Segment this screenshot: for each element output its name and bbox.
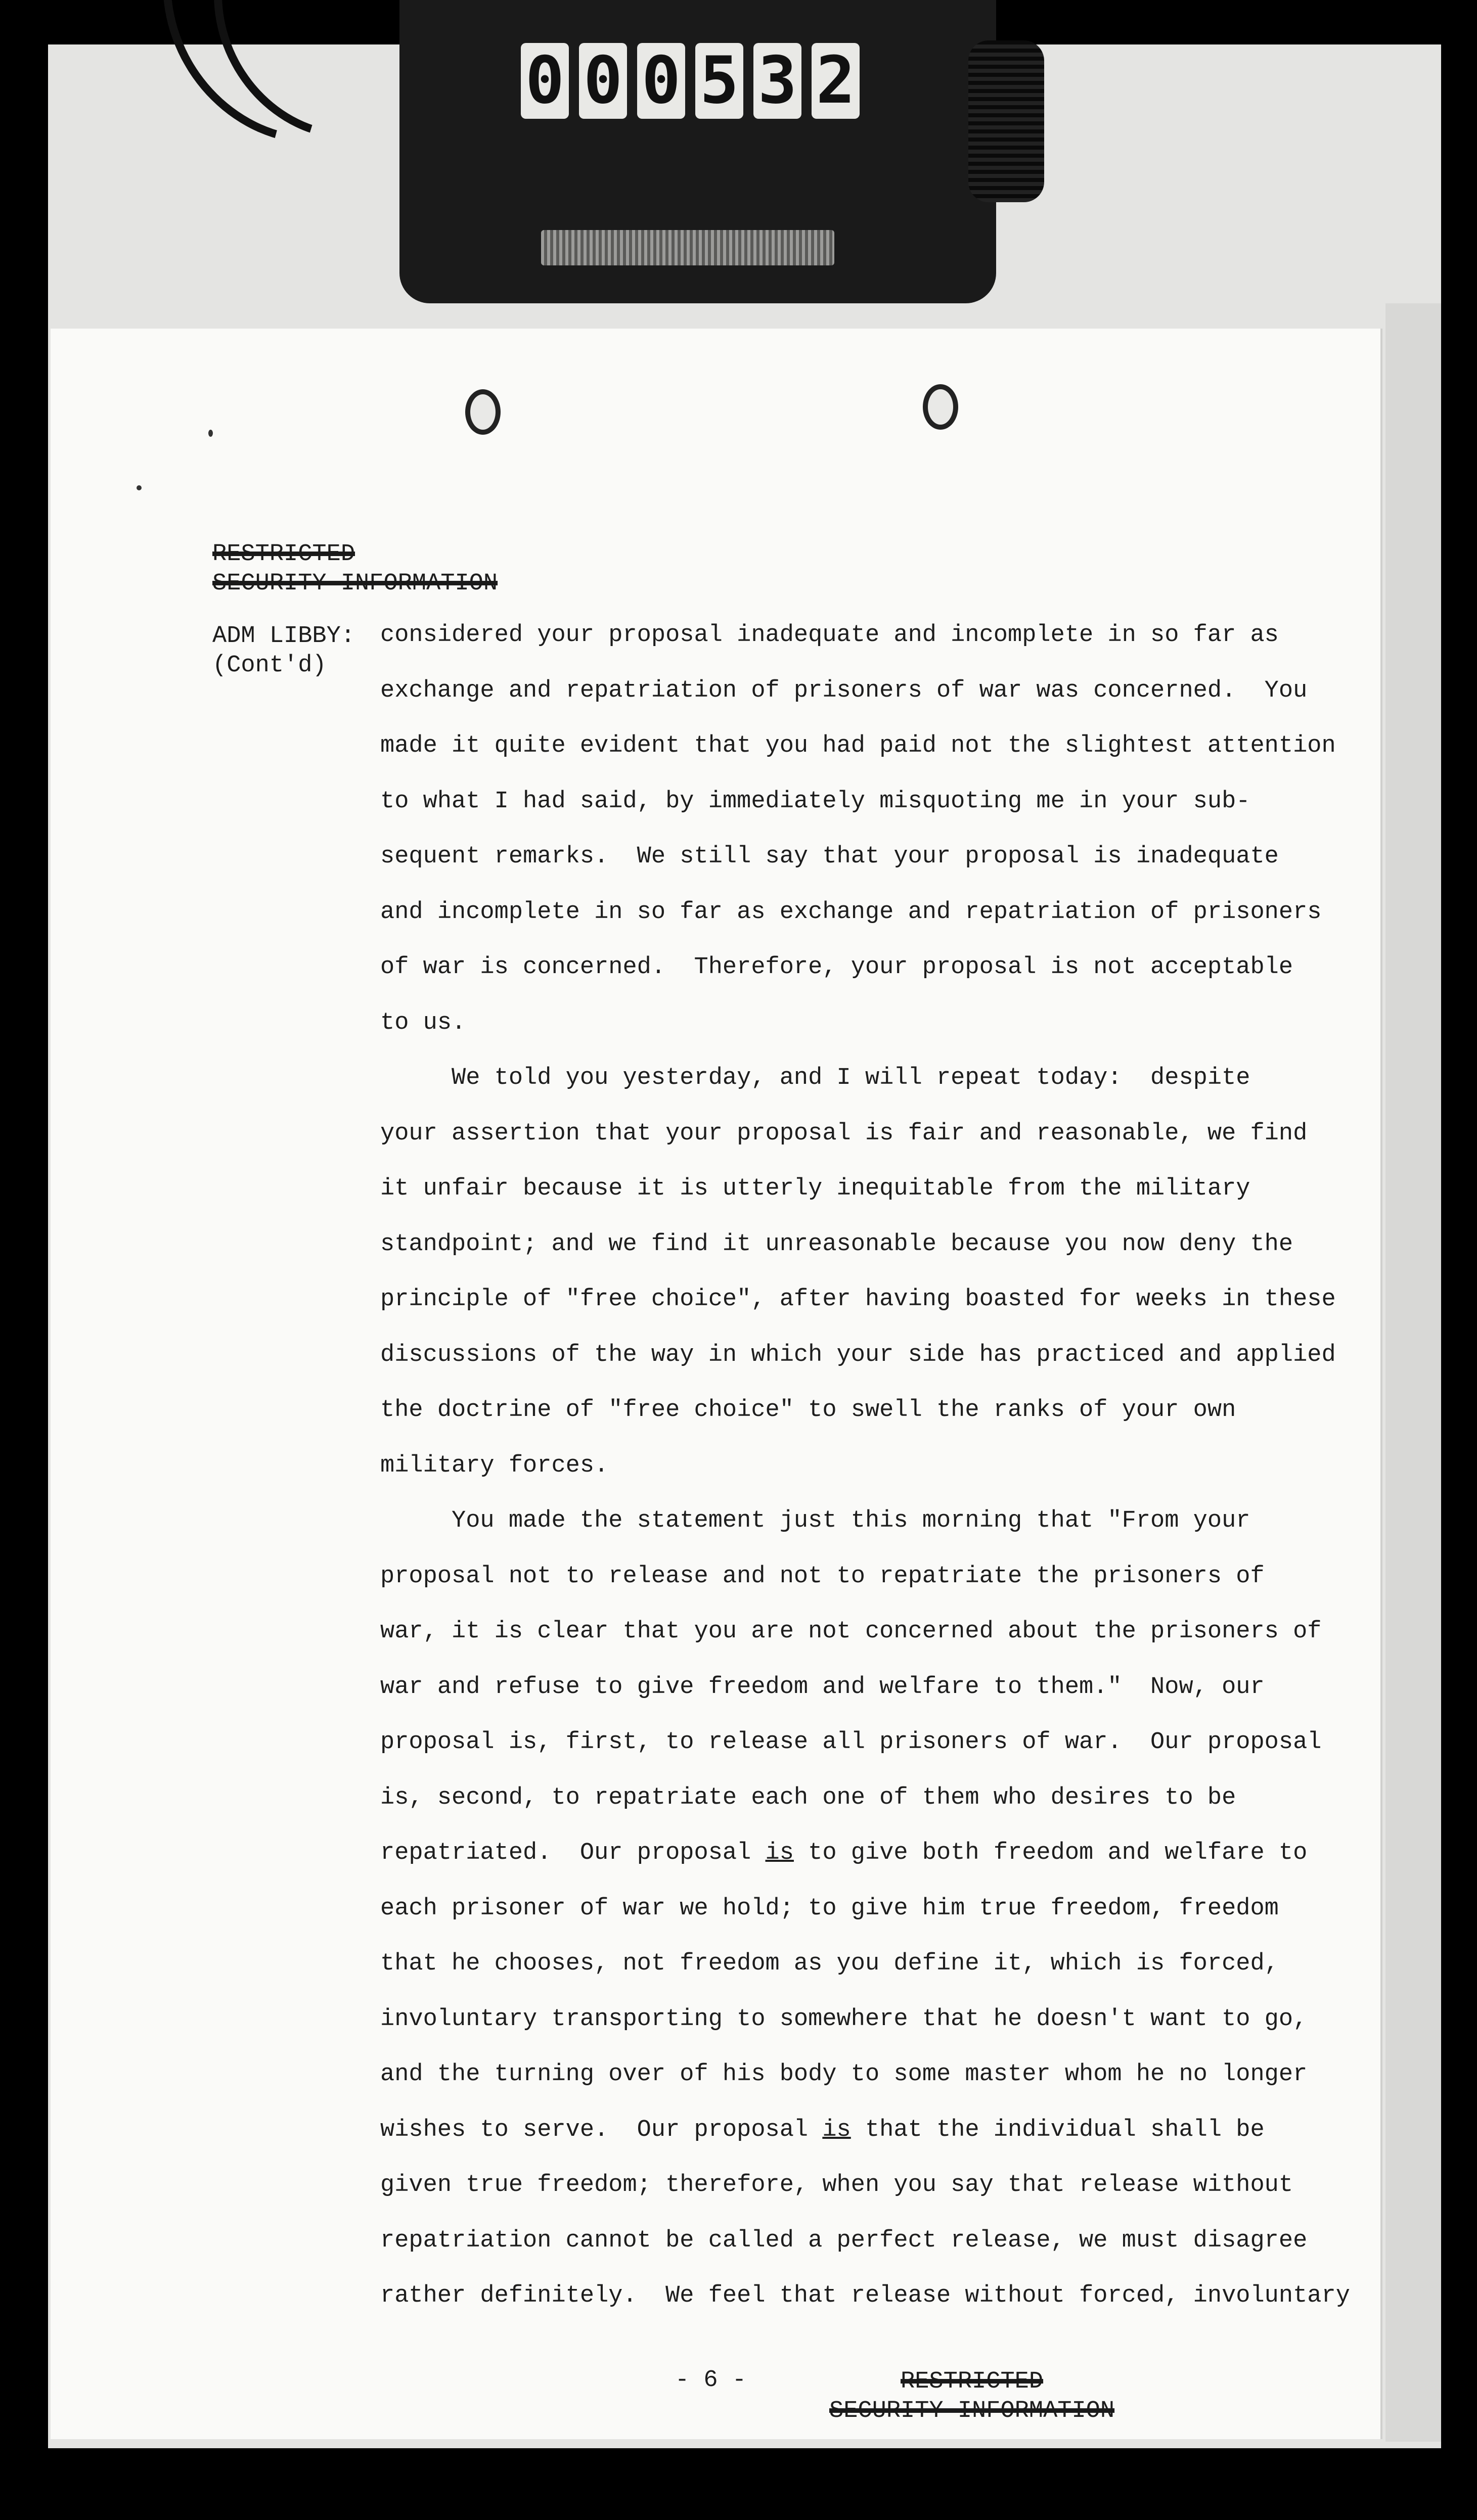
text-line: discussions of the way in which your side has practiced and applied: [380, 1341, 1336, 1368]
text-line: is, second, to repatriate each one of them who desires to be: [380, 1784, 1236, 1811]
speaker-block: [212, 622, 355, 680]
classification-line: RESTRICTED: [901, 2368, 1044, 2395]
classification-line: SECURITY INFORMATION: [829, 2398, 1115, 2424]
text-line: and incomplete in so far as exchange and repatriation of prisoners: [380, 898, 1322, 926]
text-line: it unfair because it is utterly inequitable from the military: [380, 1175, 1250, 1202]
text-line: war and refuse to give freedom and welfare to them." Now, our: [380, 1673, 1265, 1701]
text-line: standpoint; and we find it unreasonable because you now deny the: [380, 1230, 1293, 1258]
speck: [137, 485, 142, 490]
text-line: that he chooses, not freedom as you define it, which is forced,: [380, 1950, 1279, 1977]
text-line: You made the statement just this morning that "From your: [380, 1507, 1250, 1534]
text-line: exchange and repatriation of prisoners of war was concerned. You: [380, 677, 1308, 704]
text-line: proposal not to release and not to repatriate the prisoners of: [380, 1563, 1265, 1590]
emphasis-underline: is: [822, 2116, 851, 2143]
text-line: made it quite evident that you had paid not the slightest attention: [380, 732, 1336, 759]
punch-hole: [465, 389, 501, 435]
speaker-continued: (Cont'd): [212, 652, 327, 679]
counter-digits: [521, 43, 860, 119]
backing-edge: [1385, 303, 1441, 2442]
text-line: each prisoner of war we hold; to give him true freedom, freedom: [380, 1895, 1279, 1922]
page-number: - 6 -: [675, 2367, 747, 2394]
classification-header: [212, 540, 498, 599]
text-line: given true freedom; therefore, when you say that release without: [380, 2172, 1293, 2198]
text-line: proposal is, first, to release all prisoners of war. Our proposal: [380, 1729, 1322, 1756]
text-line: the doctrine of "free choice" to swell the ranks of your own: [380, 1397, 1236, 1424]
text-line: and the turning over of his body to some master whom he no longer: [380, 2061, 1308, 2088]
text-line: of war is concerned. Therefore, your proposal is not acceptable: [380, 954, 1293, 981]
counter-knob: [968, 40, 1044, 202]
text-line: wishes to serve. Our proposal is that the individual shall be: [380, 2116, 1265, 2143]
text-line: to us.: [380, 1009, 466, 1036]
punch-hole: [923, 384, 958, 430]
classification-footer: [829, 2367, 1114, 2426]
text-line: considered your proposal inadequate and incomplete in so far as: [380, 622, 1279, 649]
text-line: military forces.: [380, 1452, 609, 1479]
text-line: your assertion that your proposal is fair and reasonable, we find: [380, 1120, 1308, 1147]
classification-line: RESTRICTED: [212, 541, 355, 568]
text-line: war, it is clear that you are not concerned about the prisoners of: [380, 1618, 1322, 1645]
counter-digit: 5: [695, 43, 743, 119]
text-line: repatriation cannot be called a perfect release, we must disagree: [380, 2227, 1308, 2254]
counter-plate: [541, 230, 834, 265]
text-line: to what I had said, by immediately misquoting me in your sub-: [380, 788, 1250, 815]
counter-digit: 0: [637, 43, 685, 119]
counter-digit: 2: [812, 43, 860, 119]
emphasis-underline: is: [765, 1840, 794, 1866]
speck: [208, 430, 213, 437]
transcript-body: [380, 621, 1350, 2337]
text-line: principle of "free choice", after having boasted for weeks in these: [380, 1286, 1336, 1313]
counter-digit: 0: [579, 43, 627, 119]
counter-digit: 3: [753, 43, 801, 119]
text-line: We told you yesterday, and I will repeat today: despite: [380, 1065, 1250, 1091]
text-line: rather definitely. We feel that release without forced, involuntary: [380, 2282, 1350, 2309]
text-line: involuntary transporting to somewhere that he doesn't want to go,: [380, 2005, 1308, 2033]
text-line: sequent remarks. We still say that your proposal is inadequate: [380, 843, 1279, 870]
classification-line: SECURITY INFORMATION: [212, 570, 498, 597]
counter-digit: 0: [521, 43, 569, 119]
text-line: repatriated. Our proposal is to give both freedom and welfare to: [380, 1840, 1308, 1866]
speaker-name: ADM LIBBY:: [212, 623, 355, 650]
